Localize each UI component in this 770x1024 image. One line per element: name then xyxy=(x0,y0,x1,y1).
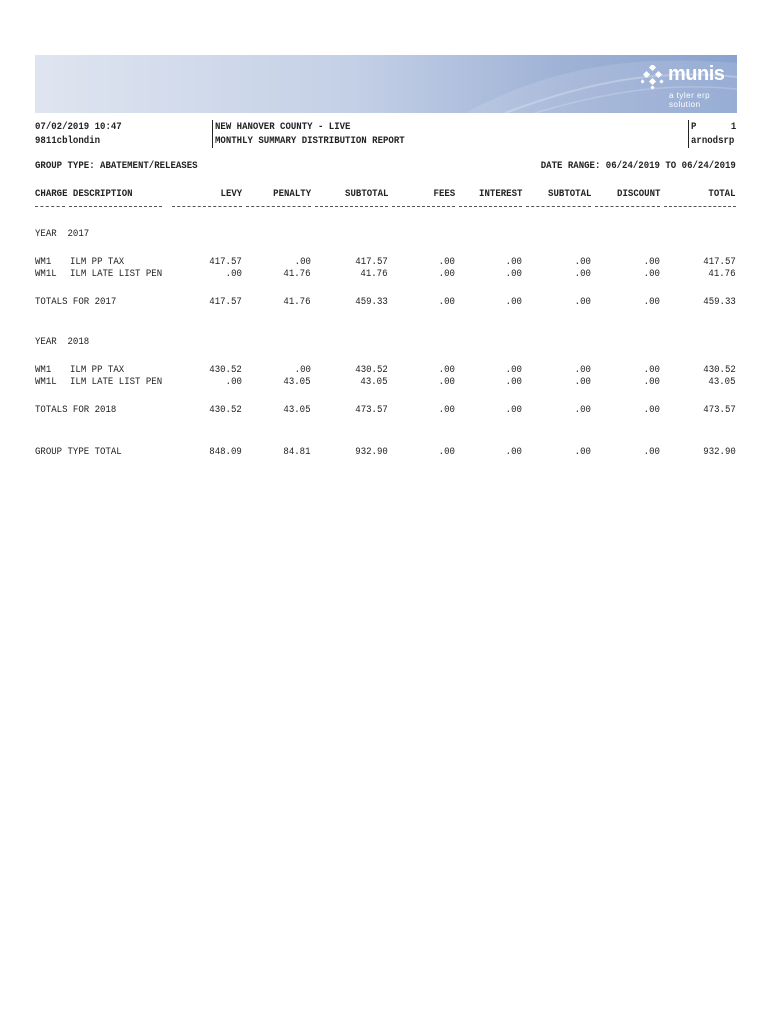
report-title: MONTHLY SUMMARY DISTRIBUTION REPORT xyxy=(215,135,405,147)
year-heading: YEAR 2018 xyxy=(35,336,90,348)
underline-interest xyxy=(459,206,522,207)
charge-desc: ILM LATE LIST PEN xyxy=(70,376,163,388)
subtotal2-value: .00 xyxy=(574,376,591,388)
table-row xyxy=(0,364,770,376)
logo-word: munis xyxy=(668,63,725,85)
interest-value: .00 xyxy=(505,364,522,376)
totals-row xyxy=(0,404,770,416)
subtotal2-value: .00 xyxy=(574,364,591,376)
col-subtotal-2: SUBTOTAL xyxy=(547,188,591,200)
subtotal-total: 473.57 xyxy=(355,404,388,416)
discount-value: .00 xyxy=(643,256,660,268)
header-divider-left xyxy=(212,120,213,148)
col-total: TOTAL xyxy=(708,188,736,200)
totals-row xyxy=(0,296,770,308)
penalty-total: 43.05 xyxy=(283,404,311,416)
fees-value: .00 xyxy=(438,268,455,280)
subtotal2-group-total: .00 xyxy=(574,446,591,458)
underline-levy xyxy=(172,206,242,207)
total-value: 417.57 xyxy=(703,256,736,268)
fees-total: .00 xyxy=(438,296,455,308)
year-heading: YEAR 2017 xyxy=(35,228,90,240)
total-group-total: 932.90 xyxy=(703,446,736,458)
interest-total: .00 xyxy=(505,404,522,416)
col-charge-description: CHARGE DESCRIPTION xyxy=(35,188,133,200)
underline-total xyxy=(664,206,736,207)
report-user: 9811cblondin xyxy=(35,135,101,147)
charge-code: WM1 xyxy=(35,256,52,268)
subtotal-group-total: 932.90 xyxy=(355,446,388,458)
fees-group-total: .00 xyxy=(438,446,455,458)
discount-group-total: .00 xyxy=(643,446,660,458)
page-label: P xyxy=(691,121,697,133)
subtotal-value: 43.05 xyxy=(360,376,388,388)
totals-label: TOTALS FOR 2017 xyxy=(35,296,117,308)
charge-code: WM1L xyxy=(35,268,57,280)
report-datetime: 07/02/2019 10:47 xyxy=(35,121,122,133)
discount-value: .00 xyxy=(643,376,660,388)
discount-total: .00 xyxy=(643,296,660,308)
subtotal-total: 459.33 xyxy=(355,296,388,308)
grand-total: 473.57 xyxy=(703,404,736,416)
fees-value: .00 xyxy=(438,376,455,388)
fees-value: .00 xyxy=(438,256,455,268)
underline-subtotal-2 xyxy=(526,206,591,207)
charge-desc: ILM PP TAX xyxy=(70,364,125,376)
col-discount: DISCOUNT xyxy=(616,188,660,200)
levy-total: 417.57 xyxy=(209,296,242,308)
underline-penalty xyxy=(246,206,311,207)
group-total-label: GROUP TYPE TOTAL xyxy=(35,446,122,458)
subtotal2-total: .00 xyxy=(574,296,591,308)
table-row xyxy=(0,256,770,268)
levy-value: .00 xyxy=(225,376,242,388)
penalty-value: 43.05 xyxy=(283,376,311,388)
penalty-value: .00 xyxy=(294,256,311,268)
subtotal-value: 417.57 xyxy=(355,256,388,268)
col-levy: LEVY xyxy=(220,188,242,200)
levy-value: .00 xyxy=(225,268,242,280)
col-interest: INTEREST xyxy=(478,188,522,200)
levy-group-total: 848.09 xyxy=(209,446,242,458)
table-row xyxy=(0,268,770,280)
levy-value: 430.52 xyxy=(209,364,242,376)
column-header-row xyxy=(0,188,770,200)
charge-code: WM1L xyxy=(35,376,57,388)
penalty-value: 41.76 xyxy=(283,268,311,280)
subtotal-value: 41.76 xyxy=(360,268,388,280)
county-name: NEW HANOVER COUNTY - LIVE xyxy=(215,121,351,133)
charge-desc: ILM LATE LIST PEN xyxy=(70,268,163,280)
banner-swoosh xyxy=(35,55,737,113)
grand-total: 459.33 xyxy=(703,296,736,308)
totals-label: TOTALS FOR 2018 xyxy=(35,404,117,416)
subtotal-value: 430.52 xyxy=(355,364,388,376)
interest-group-total: .00 xyxy=(505,446,522,458)
discount-value: .00 xyxy=(643,364,660,376)
interest-value: .00 xyxy=(505,376,522,388)
discount-value: .00 xyxy=(643,268,660,280)
group-type: GROUP TYPE: ABATEMENT/RELEASES xyxy=(35,160,198,172)
underline-fees xyxy=(392,206,455,207)
interest-value: .00 xyxy=(505,268,522,280)
penalty-total: 41.76 xyxy=(283,296,311,308)
munis-diamond-icon xyxy=(641,65,665,91)
col-fees: FEES xyxy=(433,188,455,200)
table-row xyxy=(0,376,770,388)
underline-code xyxy=(35,206,65,207)
subtotal2-value: .00 xyxy=(574,268,591,280)
total-value: 41.76 xyxy=(708,268,736,280)
page-number: 1 xyxy=(730,121,736,133)
levy-total: 430.52 xyxy=(209,404,242,416)
levy-value: 417.57 xyxy=(209,256,242,268)
underline-discount xyxy=(595,206,660,207)
underline-subtotal-1 xyxy=(315,206,388,207)
group-total-row xyxy=(0,446,770,458)
charge-desc: ILM PP TAX xyxy=(70,256,125,268)
discount-total: .00 xyxy=(643,404,660,416)
header-divider-right xyxy=(688,120,689,148)
logo-subtitle: a tyler erp solution xyxy=(669,91,711,109)
charge-code: WM1 xyxy=(35,364,52,376)
underline-desc xyxy=(69,206,162,207)
total-value: 430.52 xyxy=(703,364,736,376)
subtotal2-value: .00 xyxy=(574,256,591,268)
program-name: arnodsrp xyxy=(691,135,735,147)
interest-total: .00 xyxy=(505,296,522,308)
interest-value: .00 xyxy=(505,256,522,268)
munis-logo xyxy=(641,61,731,107)
fees-value: .00 xyxy=(438,364,455,376)
subtotal2-total: .00 xyxy=(574,404,591,416)
date-range: DATE RANGE: 06/24/2019 TO 06/24/2019 xyxy=(540,160,736,172)
penalty-value: .00 xyxy=(294,364,311,376)
report-banner xyxy=(35,55,737,113)
fees-total: .00 xyxy=(438,404,455,416)
col-subtotal-1: SUBTOTAL xyxy=(344,188,388,200)
col-penalty: PENALTY xyxy=(273,188,311,200)
total-value: 43.05 xyxy=(708,376,736,388)
penalty-group-total: 84.81 xyxy=(283,446,311,458)
